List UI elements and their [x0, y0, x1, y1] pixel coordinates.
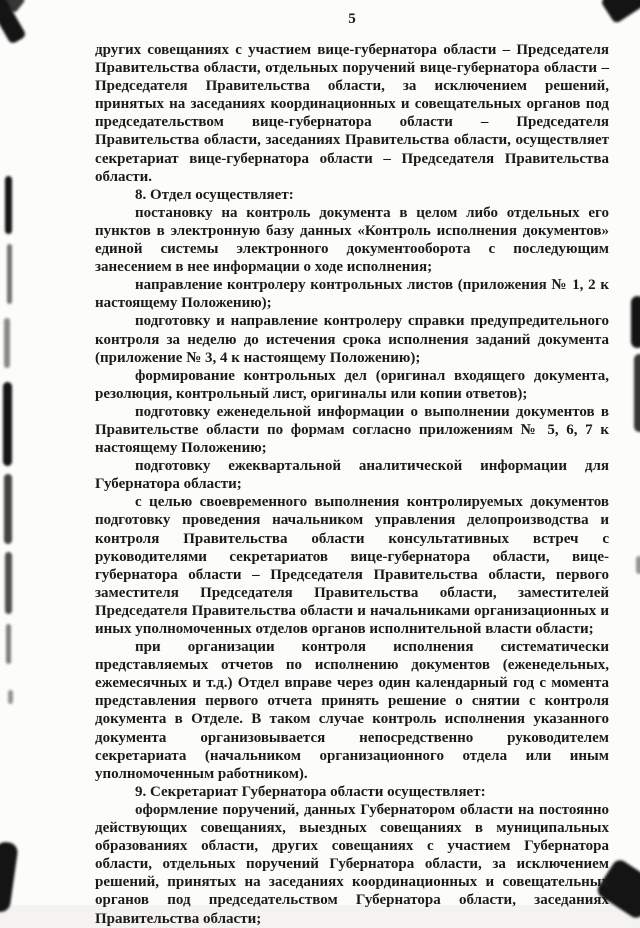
scan-artifact: [631, 296, 640, 348]
scan-artifact: [3, 382, 12, 466]
paragraph-continuation: других совещаниях с участием вице-губернатора области – Председателя Правительства области, отдельных поручений вице-губернатора области – Председателя Правительства области, за исключением решений, принятых на заседаниях координационных и совещательных органов под председательством вице-губернатора области – Председателя Правительства области, заседаниях Правительства области, осуществляет секретариат вице-губернатора области – Председателя Правительства области.: [95, 42, 609, 185]
paragraph: подготовку и направление контролеру справки предупредительного контроля за неделю до истечения срока исполнения заданий документа (приложение № 3, 4 к настоящему Положению);: [95, 313, 609, 366]
paragraph: формирование контрольных дел (оригинал входящего документа, резолюция, контрольный лист, оригиналы или копии ответов);: [95, 367, 609, 402]
paragraph: направление контролеру контрольных листов (приложения № 1, 2 к настоящему Положению);: [95, 277, 609, 312]
scan-artifact: [636, 556, 640, 574]
paragraph: постановку на контроль документа в целом либо отдельных его пунктов в электронную базу данных «Контроль исполнения документов» единой системы электронного документооборота с последующим занесением в нее информации о ходе исполнения;: [95, 204, 609, 276]
scan-artifact: [8, 690, 13, 704]
paragraph: с целью своевременного выполнения контролируемых документов подготовку проведения начальником управления делопроизводства и контроля Правительства области консультативных встреч с руководителями секретариатов вице-губернатора области, вице-губернатора области – Председателя Правительства области, первого заместителя Председателя Правительства области, заместителей Председателя Правительства области и начальниками организационных и иных уполномоченных отделов органов исполнительной власти области;: [95, 494, 609, 637]
paragraph-heading-8: 8. Отдел осуществляет:: [135, 186, 294, 203]
paragraph: при организации контроля исполнения систематически представляемых отчетов по исполнению документов (еженедельных, ежемесячных и т.д.) Отдел вправе через один календарный год с момента представления первого отчета принять решение о снятии с контроля документа в Отделе. В таком случае контроль исполнения указанного документа организовывается непосредственно руководителем секретариата (начальником организационного отдела или иным уполномоченным работником).: [95, 639, 609, 782]
document-body: [95, 41, 609, 928]
paragraph-heading-9: 9. Секретариат Губернатора области осуществляет:: [135, 783, 486, 800]
paragraph: подготовку еженедельной информации о выполнении документов в Правительстве области по формам согласно приложениям № 5, 6, 7 к настоящему Положению;: [95, 403, 609, 457]
scan-artifact: [634, 354, 640, 432]
paragraph: подготовку ежеквартальной аналитической информации для Губернатора области;: [95, 458, 609, 493]
scan-artifact: [5, 176, 12, 234]
page-number: 5: [348, 11, 356, 27]
scan-artifact: [0, 841, 19, 913]
scan-artifact: [4, 318, 10, 368]
scan-artifact: [4, 474, 12, 544]
paragraph: оформление поручений, данных Губернатором области на постоянно действующих совещаниях, выездных совещаниях в муниципальных образованиях области, других совещаниях с участием Губернатора области, отдельных поручений Губернатора области, за исключением решений, принятых на заседаниях координационных и совещательных органов под председательством Губернатора области, заседаниях Правительства области;: [95, 801, 609, 927]
scan-artifact: [7, 244, 12, 304]
scan-artifact: [6, 624, 11, 664]
scan-artifact: [5, 552, 12, 614]
